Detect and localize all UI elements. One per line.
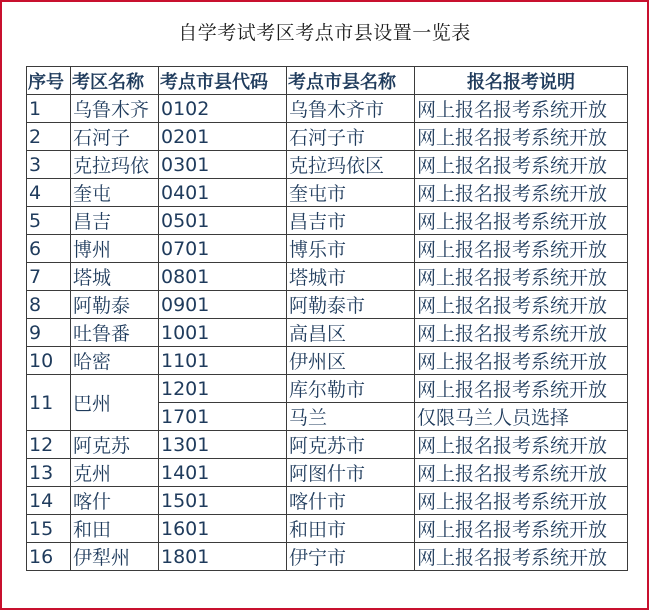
site-name: 伊州区 [287, 347, 415, 375]
table-row [27, 319, 628, 347]
site-code: 1201 [159, 375, 287, 403]
site-name: 博乐市 [287, 235, 415, 263]
table-row [27, 263, 628, 291]
site-code: 0801 [159, 263, 287, 291]
row-number: 13 [27, 459, 71, 487]
site-name: 伊宁市 [287, 543, 415, 571]
site-code: 0102 [159, 95, 287, 123]
exam-region-name: 奎屯 [71, 179, 159, 207]
site-code: 0401 [159, 179, 287, 207]
exam-region-name: 哈密 [71, 347, 159, 375]
registration-note: 网上报名报考系统开放 [415, 375, 628, 403]
exam-region-name: 巴州 [71, 375, 159, 431]
table-row [27, 543, 628, 571]
table-row [27, 431, 628, 459]
site-code: 1101 [159, 347, 287, 375]
exam-region-name: 克拉玛依 [71, 151, 159, 179]
registration-note: 网上报名报考系统开放 [415, 515, 628, 543]
exam-region-name: 塔城 [71, 263, 159, 291]
row-number: 15 [27, 515, 71, 543]
row-number: 12 [27, 431, 71, 459]
table-row [27, 235, 628, 263]
site-name: 石河子市 [287, 123, 415, 151]
registration-note: 网上报名报考系统开放 [415, 263, 628, 291]
site-code: 0201 [159, 123, 287, 151]
exam-region-name: 昌吉 [71, 207, 159, 235]
registration-note: 网上报名报考系统开放 [415, 319, 628, 347]
exam-region-name: 阿勒泰 [71, 291, 159, 319]
site-code: 1701 [159, 403, 287, 431]
header-row [27, 67, 628, 95]
column-header-site-name: 考点市县名称 [287, 67, 415, 95]
site-name: 喀什市 [287, 487, 415, 515]
exam-region-name: 石河子 [71, 123, 159, 151]
site-code: 1501 [159, 487, 287, 515]
registration-note: 网上报名报考系统开放 [415, 207, 628, 235]
row-number: 1 [27, 95, 71, 123]
site-name: 克拉玛依区 [287, 151, 415, 179]
row-number: 10 [27, 347, 71, 375]
site-code: 1001 [159, 319, 287, 347]
site-name: 阿图什市 [287, 459, 415, 487]
row-number: 11 [27, 375, 71, 431]
site-code: 0701 [159, 235, 287, 263]
row-number: 9 [27, 319, 71, 347]
site-code: 0901 [159, 291, 287, 319]
row-number: 2 [27, 123, 71, 151]
registration-note: 网上报名报考系统开放 [415, 459, 628, 487]
table-row [27, 459, 628, 487]
table-row [27, 207, 628, 235]
row-number: 14 [27, 487, 71, 515]
registration-note: 网上报名报考系统开放 [415, 291, 628, 319]
table-row [27, 347, 628, 375]
column-header-region: 考区名称 [71, 67, 159, 95]
registration-note: 网上报名报考系统开放 [415, 95, 628, 123]
site-name: 阿勒泰市 [287, 291, 415, 319]
site-code: 0301 [159, 151, 287, 179]
exam-region-name: 阿克苏 [71, 431, 159, 459]
registration-note: 网上报名报考系统开放 [415, 123, 628, 151]
site-code: 0501 [159, 207, 287, 235]
site-code: 1801 [159, 543, 287, 571]
site-name: 阿克苏市 [287, 431, 415, 459]
site-code: 1301 [159, 431, 287, 459]
table-body [27, 95, 628, 571]
registration-note: 网上报名报考系统开放 [415, 431, 628, 459]
registration-note: 网上报名报考系统开放 [415, 543, 628, 571]
exam-region-name: 克州 [71, 459, 159, 487]
table-row [27, 375, 628, 403]
column-header-no: 序号 [27, 67, 71, 95]
site-name: 库尔勒市 [287, 375, 415, 403]
table-row [27, 95, 628, 123]
table-row [27, 487, 628, 515]
exam-site-table [26, 66, 628, 571]
exam-region-name: 喀什 [71, 487, 159, 515]
registration-note: 网上报名报考系统开放 [415, 347, 628, 375]
site-name: 马兰 [287, 403, 415, 431]
exam-region-name: 乌鲁木齐 [71, 95, 159, 123]
site-code: 1601 [159, 515, 287, 543]
column-header-note: 报名报考说明 [415, 67, 628, 95]
registration-note: 仅限马兰人员选择 [415, 403, 628, 431]
site-name: 昌吉市 [287, 207, 415, 235]
table-row [27, 179, 628, 207]
row-number: 3 [27, 151, 71, 179]
exam-region-name: 伊犁州 [71, 543, 159, 571]
table-row [27, 291, 628, 319]
site-name: 和田市 [287, 515, 415, 543]
exam-region-name: 吐鲁番 [71, 319, 159, 347]
row-number: 5 [27, 207, 71, 235]
exam-region-name: 和田 [71, 515, 159, 543]
table-header [27, 67, 628, 95]
registration-note: 网上报名报考系统开放 [415, 487, 628, 515]
row-number: 6 [27, 235, 71, 263]
table-row [27, 515, 628, 543]
table-row [27, 151, 628, 179]
site-name: 高昌区 [287, 319, 415, 347]
row-number: 7 [27, 263, 71, 291]
registration-note: 网上报名报考系统开放 [415, 235, 628, 263]
site-name: 乌鲁木齐市 [287, 95, 415, 123]
row-number: 16 [27, 543, 71, 571]
exam-region-name: 博州 [71, 235, 159, 263]
site-name: 塔城市 [287, 263, 415, 291]
site-name: 奎屯市 [287, 179, 415, 207]
row-number: 8 [27, 291, 71, 319]
row-number: 4 [27, 179, 71, 207]
site-code: 1401 [159, 459, 287, 487]
column-header-code: 考点市县代码 [159, 67, 287, 95]
registration-note: 网上报名报考系统开放 [415, 151, 628, 179]
registration-note: 网上报名报考系统开放 [415, 179, 628, 207]
table-row [27, 123, 628, 151]
page-title: 自学考试考区考点市县设置一览表 [178, 22, 471, 44]
